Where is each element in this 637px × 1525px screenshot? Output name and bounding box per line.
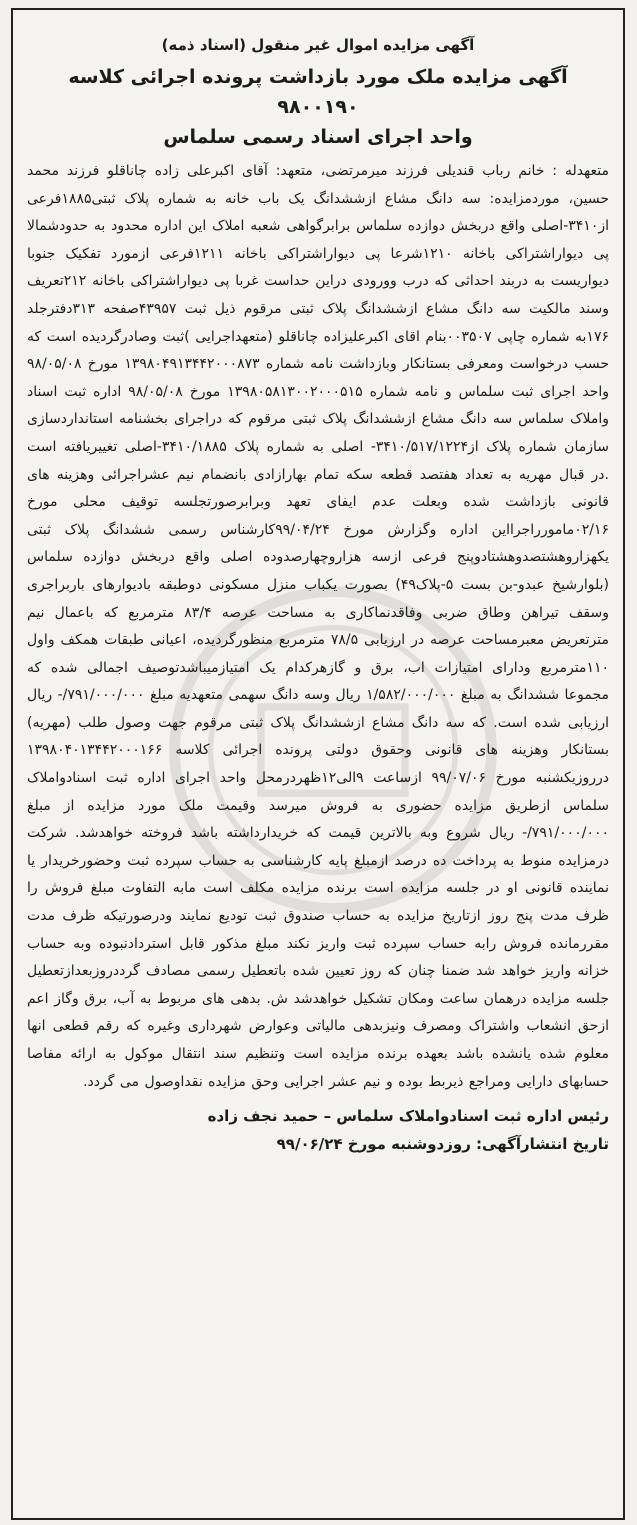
notice-footer — [27, 1102, 609, 1158]
notice-title-line-2: واحد اجرای اسناد رسمی سلماس — [163, 126, 473, 148]
notice-title-line-1: آگهی مزایده ملک مورد بازداشت پرونده اجرائی کلاسه ۹۸۰۰۱۹۰ — [68, 66, 568, 118]
notice-frame — [11, 8, 625, 1520]
notice-kicker: آگهی مزایده اموال غیر منقول (اسناد ذمه) — [161, 36, 475, 54]
notice-content — [13, 10, 623, 1164]
notice-title — [27, 62, 609, 152]
publish-date-line: تاریخ انتشارآگهی: روزدوشنبه مورخ ۹۹/۰۶/۲۴ — [276, 1135, 609, 1154]
notice-body: متعهدله : خانم رباب قندیلی فرزند میرمرتضی، متعهد: آقای اکبرعلی زاده چاناقلو فرزند محمد حسین، موردمزایده: سه دانگ مشاع ازششدانگ یک باب خانه به شماره پلاک ثبتی۱۸۸۵فرعی از۳۴۱۰-اصلی واقع دربخش دوازده سلماس برابرگواهی شعبه املاک این اداره محدود به حدودشمالا پی دیواراشتراکی باخانه ۱۲۱۰شرعا پی دیواراشتراکی باخانه ۱۲۱۱فرعی ازمورد تفکیک جنوبا دیواریست به دربند احداثی که درب وورودی دراین حداست غربا پی دیواراشتراکی باخانه ۲۱۲تعریف وسند مالکیت سه دانگ مشاع ازششدانگ پلاک ثبتی مرقوم ذیل ثبت ۴۳۹۵۷صفحه ۳۱۳دفترجلد ۱۷۶به شماره چاپی ۰۰۳۵۰۷بنام اقای اکبرعلیزاده چاناقلو (متعهداجرایی )ثبت وصادرگردیده است که حسب درخواست ومعرفی بستانکار وبازداشت نامه شماره ۱۳۹۸۰۴۹۱۳۴۴۲۰۰۰۸۷۳ مورخ ۹۸/۰۵/۰۸ واحد اجرای ثبت سلماس و نامه شماره ۱۳۹۸۰۵۸۱۳۰۰۲۰۰۰۵۱۵ مورخ ۹۸/۰۵/۰۸ اداره ثبت اسناد واملاک سلماس سه دانگ مشاع ازششدانگ پلاک ثبتی مرقوم که دراجرای بخشنامه استانداردسازی سازمان شماره پلاک از۳۴۱۰/۵۱۷/۱۲۲۴- اصلی به شماره پلاک ۳۴۱۰/۱۸۸۵-اصلی تغییریافته است .در قبال مهریه به تعداد هفتصد قطعه سکه تمام بهارازادی بانضمام نیم عشراجرائی وهزینه های قانونی بازداشت شده وبعلت عدم ایفای تعهد وبرابرصورتجلسه توقیف محلی مورخ ۰۲/۱۶مامورراجرااین اداره وگزارش مورخ ۹۹/۰۴/۲۴کارشناس رسمی ششدانگ پلاک ثبتی یکهزاروهشتصدوهشتادوپنج فرعی ازسه هزاروچهارصدوده اصلی واقع دربخش دوازده سلماس (بلوارشیخ عبدو-بن بست ۵-پلاک۴۹) بصورت یکباب منزل مسکونی دوطبقه بادیوارهای باربراجری وسقف تیراهن وطاق ضربی وفاقدنماکاری به مساحت عرصه ۸۳/۴ مترمربع که باعمال نیم مترتعریض معبرمساحت عرصه در ارزیابی ۷۸/۵ مترمربع منظورگردیده، اعیانی طبقات همکف واول ۱۱۰مترمربع ودارای امتیازات اب، برق و گازهرکدام یک امتیازمیباشدتوصیف اجمالی شده که مجموعا ششدانگ به مبلغ ۱/۵۸۲/۰۰۰/۰۰۰ ریال وسه دانگ سهمی متعهدیه مبلغ ۷۹۱/۰۰۰/۰۰۰/- ریال ارزیابی شده است. که سه دانگ مشاع ازششدانگ پلاک ثبتی مرقوم جهت وصول طلب (مهریه) بستانکار وهزینه های قانونی وحقوق دولتی پرونده اجرائی کلاسه ۱۳۹۸۰۴۰۱۳۴۴۲۰۰۰۱۶۶ درروزیکشنبه مورخ ۹۹/۰۷/۰۶ ازساعت ۹الی۱۲ظهردرمحل واحد اجرای اداره ثبت اسنادواملاک سلماس ازطریق مزایده حضوری به فروش میرسد وقیمت ملک مورد مزایده از مبلغ ۷۹۱/۰۰۰/۰۰۰/- ریال شروع وبه بالاترین قیمت که خریدارداشته باشد فروخته خواهدشد. شرکت درمزایده منوط به پرداخت ده درصد ازمبلغ پایه کارشناسی به حساب سپرده ثبت وحضورخریدار یا نماینده قانونی او در جلسه مزایده است برنده مزایده مکلف است مابه التفاوت مبلغ فروش را ظرف مدت پنج روز ازتاریخ مزایده به حساب صندوق ثبت تودیع نمایند ودرصورتیکه ظرف مدت مقررمانده فروش رابه حساب سپرده ثبت واریز نکند مبلغ مذکور قابل استردادنبوده وبه حساب خزانه واریز خواهد شد ضمنا چنان که روز تعیین شده باتعطیل رسمی مصادف گرددروزبعدازتعطیل جلسه مزایده درهمان ساعت ومکان تشکیل خواهدشد ش. بدهی های مربوط به آب، برق وگاز اعم ازحق انشعاب واشتراک ومصرف ونیزبدهی مالیاتی وعوارض شهرداری وغیره که رقم قطعی انها معلوم شده یانشده باشد بعهده برنده مزایده است وتنظیم سند انتقال موکول به ارائه مفاصا حسابهای دارایی ومراجع ذیربط بوده و نیم عشر اجرایی وحق مزایده نقداوصول می گردد. — [27, 163, 610, 1090]
signature-line: رئیس اداره ثبت اسنادواملاک سلماس – حمید نجف زاده — [207, 1107, 609, 1126]
